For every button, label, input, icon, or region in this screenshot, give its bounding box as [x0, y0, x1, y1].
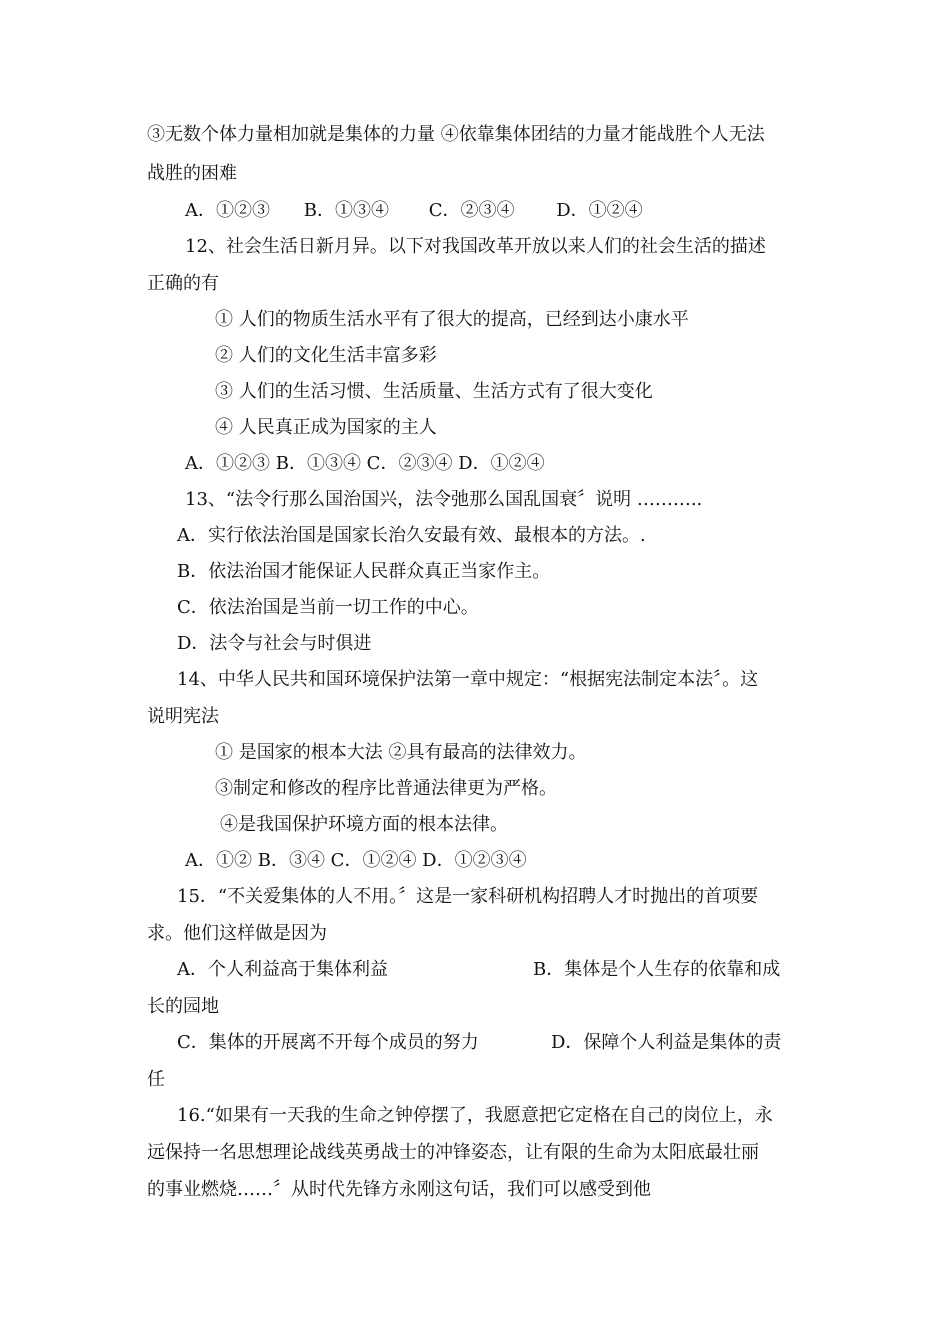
q11-option-d: D．①②④ — [556, 200, 643, 221]
q15-stem-1: 15．“不关爱集体的人不用。〞这是一家科研机构招聘人才时抛出的首项要 — [177, 886, 759, 907]
q12-stem-2: 正确的有 — [147, 273, 219, 294]
q16-line-1: 16.“如果有一天我的生命之钟停摆了，我愿意把它定格在自己的岗位上，永 — [177, 1105, 773, 1126]
q11-option-b: B．①③④ — [303, 200, 389, 221]
q11-option-a: A．①②③ — [185, 200, 270, 221]
q12-item-1: ① 人们的物质生活水平有了很大的提高，已经到达小康水平 — [215, 309, 689, 330]
q15-option-c: C．集体的开展离不开每个成员的努力 — [177, 1032, 479, 1053]
q15-option-d: D．保障个人利益是集体的责 — [551, 1032, 782, 1053]
q15-option-d-cont: 任 — [147, 1069, 165, 1090]
q16-line-3: 的事业燃烧……〞从时代先锋方永刚这句话，我们可以感受到他 — [147, 1179, 651, 1200]
q16-line-2: 远保持一名思想理论战线英勇战士的冲锋姿态，让有限的生命为太阳底最壮丽 — [147, 1142, 759, 1163]
q13-option-b: B．依法治国才能保证人民群众真正当家作主。 — [177, 561, 551, 582]
q14-stem-1: 14、中华人民共和国环境保护法第一章中规定：“根据宪法制定本法〞。这 — [177, 669, 759, 690]
q13-option-d: D．法令与社会与时俱进 — [177, 633, 372, 654]
q15-stem-2: 求。他们这样做是因为 — [147, 923, 327, 944]
q14-item-2: ③制定和修改的程序比普通法律更为严格。 — [215, 778, 557, 799]
q12-item-2: ② 人们的文化生活丰富多彩 — [215, 345, 437, 366]
q15-option-a: A．个人利益高于集体利益 — [177, 959, 388, 980]
q14-options: A．①② B．③④ C．①②④ D．①②③④ — [185, 850, 527, 871]
q12-item-4: ④ 人民真正成为国家的主人 — [215, 417, 437, 438]
q14-stem-2: 说明宪法 — [147, 706, 219, 727]
q13-option-a: A．实行依法治国是国家长治久安最有效、最根本的方法。. — [177, 525, 646, 546]
q13-option-c: C．依法治国是当前一切工作的中心。 — [177, 597, 479, 618]
q12-stem-1: 12、社会生活日新月异。以下对我国改革开放以来人们的社会生活的描述 — [185, 236, 766, 257]
q15-option-b: B．集体是个人生存的依靠和成 — [533, 959, 781, 980]
q13-stem: 13、“法令行那么国治国兴，法令弛那么国乱国衰〞说明 ……….. — [185, 489, 703, 510]
q11-line-1: ③无数个体力量相加就是集体的力量 ④依靠集体团结的力量才能战胜个人无法 — [147, 124, 765, 145]
q14-item-3: ④是我国保护环境方面的根本法律。 — [220, 814, 508, 835]
q12-item-3: ③ 人们的生活习惯、生活质量、生活方式有了很大变化 — [215, 381, 653, 402]
q11-options — [185, 199, 643, 223]
q15-option-b-cont: 长的园地 — [147, 996, 219, 1017]
q12-options: A．①②③ B．①③④ C．②③④ D．①②④ — [185, 453, 545, 474]
q14-item-1: ① 是国家的根本大法 ②具有最高的法律效力。 — [215, 742, 587, 763]
q11-line-2: 战胜的困难 — [147, 163, 237, 184]
q11-option-c: C．②③④ — [428, 200, 515, 221]
